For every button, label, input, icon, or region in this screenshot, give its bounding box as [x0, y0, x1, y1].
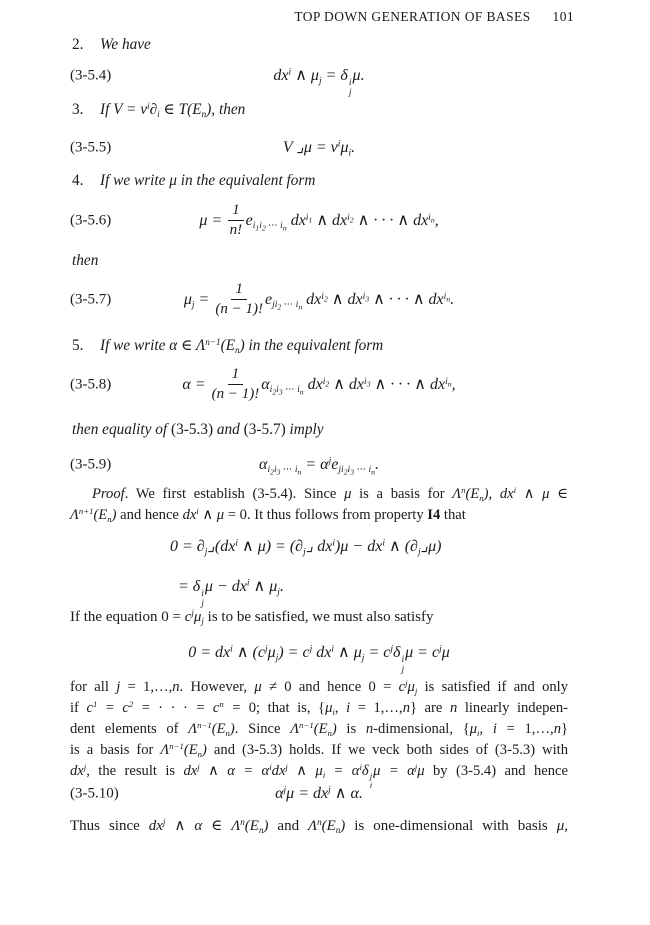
list-item-2 — [70, 36, 590, 54]
page-number: 101 — [552, 9, 574, 24]
equation-math — [199, 202, 439, 238]
item-text: We have — [100, 36, 151, 53]
fraction-denominator: (n − 1)! — [211, 385, 260, 402]
equation-math: $0 = dx^i$ ∧ $(c^j\mu_j) = c^j$ $dx^i$ ∧ $\mu_j = c^j\delta$ i j $\mu = c^j\mu$ — [188, 643, 450, 675]
equation-math: $\alpha_{i_2i_3 \cdots i_n} = \alpha^je_{ji_2i_3 \cdots i_n}$. — [259, 455, 379, 478]
forall-paragraph — [70, 677, 568, 790]
body-line: is a basis for $\Lambda^{n-1}(E_n)$ and (3-5.3) holds. If we veck both sides of (3-5.3) with — [70, 741, 568, 760]
equation-lhs: α = — [182, 376, 210, 393]
then-text: then — [72, 252, 99, 269]
if-equation-paragraph — [70, 607, 568, 628]
equation-rhs: $\alpha_{i_2i_3 \cdots i_n}$ $dx^{i_2}$ ∧ $dx^{i_3}$ ∧ · · · ∧ $dx^{i_n}$, — [261, 375, 456, 398]
body-line: dent elements of $\Lambda^{n-1}(E_n)$. Since $\Lambda^{n-1}(E_n)$ is n-dimensional, {$\mu_i$, i = 1,…,n} — [70, 720, 568, 739]
fraction-denominator: (n − 1)! — [215, 300, 263, 317]
equation-math — [182, 366, 456, 402]
equation-label: (3-5.4) — [70, 67, 112, 84]
equation-label: (3-5.9) — [70, 456, 112, 473]
list-item-3 — [70, 100, 590, 119]
item-number: 3. — [72, 101, 84, 118]
then-equality-text: then equality of (3-5.3) and (3-5.7) imply — [72, 421, 324, 438]
list-item-4 — [70, 172, 590, 190]
proof-display-equation-2 — [70, 640, 568, 675]
equation-label: (3-5.6) — [70, 212, 112, 229]
equation-rhs: $e_{i_1i_2 \cdots i_n}$ $dx^{i_1}$ ∧ $dx^{i_2}$ ∧ · · · ∧ $dx^{i_n}$, — [245, 211, 439, 234]
body-line: for all j = 1,…,n. However, μ ≠ 0 and hence $0 = c^j\mu_j$ is satisfied if and only — [70, 678, 569, 697]
equation-label: (3-5.10) — [70, 785, 119, 802]
equation-math — [183, 281, 455, 317]
equation-rhs: $e_{ji_2 \cdots i_n}$ $dx^{i_2}$ ∧ $dx^{i_3}$ ∧ · · · ∧ $dx^{i_n}$. — [264, 290, 455, 313]
equation-label: (3-5.8) — [70, 376, 112, 393]
closing-paragraph — [70, 816, 568, 837]
fraction-numerator: 1 — [228, 366, 244, 385]
fraction-numerator: 1 — [228, 202, 244, 221]
item-number: 4. — [72, 172, 84, 189]
equation-lhs: $\mu_j$ = — [183, 291, 214, 311]
proof-paragraph — [70, 484, 568, 525]
proof-display-equation-line2: = δ i j $\mu - dx^i$ ∧ $\mu_j$. — [178, 577, 284, 609]
proof-line: $\Lambda^{n+1}(E_n)$ and hence $dx^i$ ∧ μ = 0. It thus follows from property I4 that — [70, 505, 466, 524]
item-text: If $V = v^i\partial_i$ ∈ $T(E_n)$, then — [100, 100, 246, 120]
equation-label: (3-5.7) — [70, 291, 112, 308]
body-line: If the equation $0 = c^j\mu_j$ is to be satisfied, we must also satisfy — [70, 608, 434, 627]
running-head-title: TOP DOWN GENERATION OF BASES — [294, 9, 531, 24]
body-line: Thus since $dx^j$ ∧ α ∈ $\Lambda^n(E_n)$ and $\Lambda^n(E_n)$ is one-dimensional with basis μ, — [70, 817, 568, 836]
running-head — [0, 9, 574, 25]
fraction — [228, 202, 244, 239]
proof-line: Proof. We first establish (3-5.4). Since μ is a basis for $\Lambda^n(E_n)$, $dx^i$ ∧ μ ∈ — [92, 485, 568, 504]
item-text: If we write μ in the equivalent form — [100, 172, 316, 189]
equation-3-5-8 — [70, 362, 568, 408]
equation-3-5-7 — [70, 277, 568, 323]
equation-3-5-5 — [70, 135, 568, 161]
proof-display-equation-line1: $0 = \partial_j⌟(dx^i$ ∧ $\mu) = (\partial_j⌟$ $dx^i)\mu - dx^i$ ∧ $(\partial_j⌟\mu)$ — [170, 537, 442, 558]
equation-math: V ⌟μ = $v^i\mu_i$. — [282, 138, 356, 159]
equation-3-5-6 — [70, 198, 568, 244]
equation-3-5-4 — [70, 63, 568, 98]
equation-lhs: μ = — [199, 212, 227, 229]
item-number: 5. — [72, 337, 84, 354]
equation-math: $dx^i$ ∧ $\mu_j = \delta$ i j μ. — [273, 66, 365, 98]
body-line: $dx^j$, the result is $dx^j$ ∧ $\alpha = \alpha^idx^j$ ∧ $\mu_i = \alpha^i\delta$ j i $\mu = \alpha^j\mu$ by (3-5.4) and hence — [70, 762, 568, 791]
fraction-denominator: n! — [229, 221, 243, 238]
fraction-numerator: 1 — [231, 281, 247, 300]
equation-3-5-10 — [70, 781, 568, 807]
fraction — [215, 281, 263, 318]
body-line: if $c^1 = c^2$ = · · · = $c^n = 0$; that is, {$\mu_i$, i = 1,…,n} are n linearly indepen- — [70, 699, 569, 718]
item-number: 2. — [72, 36, 84, 53]
item-text: If we write α ∈ $\Lambda^{n-1}(E_n)$ in the equivalent form — [100, 336, 384, 356]
equation-label: (3-5.5) — [70, 139, 112, 156]
equation-math: $\alpha^j\mu = dx^j$ ∧ α. — [275, 784, 363, 802]
fraction — [212, 366, 260, 403]
list-item-5 — [70, 336, 590, 355]
equation-3-5-9 — [70, 451, 568, 479]
